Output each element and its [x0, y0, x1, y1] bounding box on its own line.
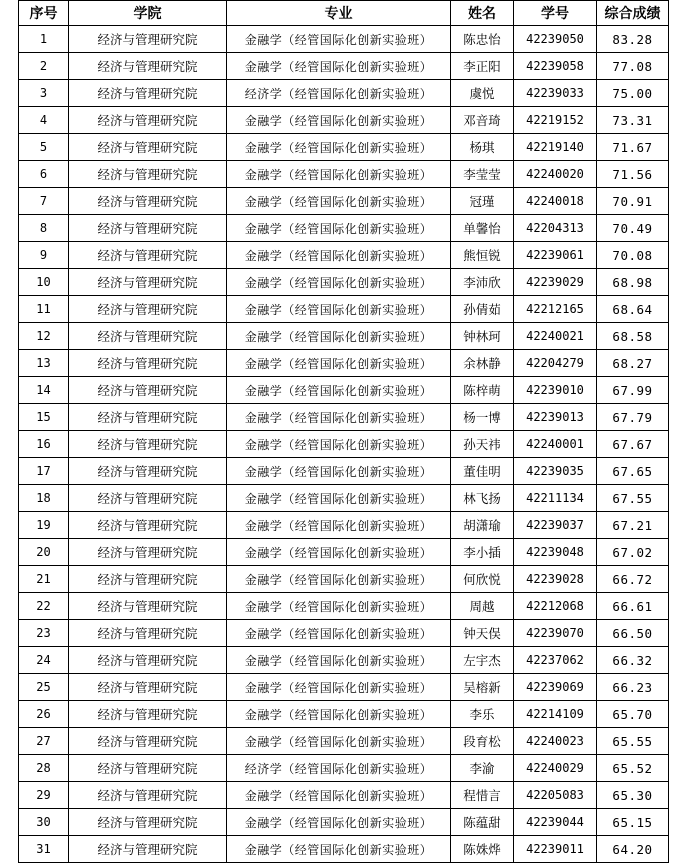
table-row	[19, 566, 669, 593]
cell-student-id: 42240029	[514, 755, 597, 782]
cell-college: 经济与管理研究院	[69, 485, 227, 512]
cell-index: 19	[19, 512, 69, 539]
cell-name: 余林静	[451, 350, 514, 377]
cell-name: 孙天祎	[451, 431, 514, 458]
cell-student-id: 42212165	[514, 296, 597, 323]
cell-score: 66.50	[597, 620, 669, 647]
cell-student-id: 42237062	[514, 647, 597, 674]
cell-major: 金融学（经管国际化创新实验班）	[227, 53, 451, 80]
cell-name: 李渝	[451, 755, 514, 782]
cell-student-id: 42239037	[514, 512, 597, 539]
table-row	[19, 26, 669, 53]
table-row	[19, 269, 669, 296]
cell-student-id: 42240020	[514, 161, 597, 188]
cell-college: 经济与管理研究院	[69, 593, 227, 620]
cell-student-id: 42239035	[514, 458, 597, 485]
cell-score: 65.15	[597, 809, 669, 836]
cell-score: 77.08	[597, 53, 669, 80]
cell-name: 林飞扬	[451, 485, 514, 512]
cell-index: 11	[19, 296, 69, 323]
table-row	[19, 755, 669, 782]
cell-college: 经济与管理研究院	[69, 674, 227, 701]
table-row	[19, 404, 669, 431]
cell-major: 金融学（经管国际化创新实验班）	[227, 674, 451, 701]
cell-major: 金融学（经管国际化创新实验班）	[227, 323, 451, 350]
cell-student-id: 42239070	[514, 620, 597, 647]
cell-major: 金融学（经管国际化创新实验班）	[227, 161, 451, 188]
cell-score: 83.28	[597, 26, 669, 53]
cell-student-id: 42240021	[514, 323, 597, 350]
cell-college: 经济与管理研究院	[69, 728, 227, 755]
table-row	[19, 593, 669, 620]
cell-score: 67.79	[597, 404, 669, 431]
cell-major: 金融学（经管国际化创新实验班）	[227, 26, 451, 53]
cell-major: 金融学（经管国际化创新实验班）	[227, 836, 451, 863]
cell-score: 68.58	[597, 323, 669, 350]
cell-major: 金融学（经管国际化创新实验班）	[227, 647, 451, 674]
cell-index: 18	[19, 485, 69, 512]
cell-student-id: 42239050	[514, 26, 597, 53]
cell-name: 胡潇瑜	[451, 512, 514, 539]
cell-student-id: 42239061	[514, 242, 597, 269]
cell-major: 金融学（经管国际化创新实验班）	[227, 215, 451, 242]
cell-college: 经济与管理研究院	[69, 188, 227, 215]
cell-college: 经济与管理研究院	[69, 161, 227, 188]
cell-major: 金融学（经管国际化创新实验班）	[227, 188, 451, 215]
cell-name: 段育松	[451, 728, 514, 755]
cell-college: 经济与管理研究院	[69, 620, 227, 647]
cell-major: 金融学（经管国际化创新实验班）	[227, 728, 451, 755]
cell-index: 7	[19, 188, 69, 215]
cell-college: 经济与管理研究院	[69, 701, 227, 728]
table-row	[19, 134, 669, 161]
cell-index: 29	[19, 782, 69, 809]
cell-name: 陈忠怡	[451, 26, 514, 53]
cell-name: 李沛欣	[451, 269, 514, 296]
cell-name: 陈姝烨	[451, 836, 514, 863]
cell-score: 70.08	[597, 242, 669, 269]
cell-college: 经济与管理研究院	[69, 377, 227, 404]
cell-major: 金融学（经管国际化创新实验班）	[227, 701, 451, 728]
cell-college: 经济与管理研究院	[69, 809, 227, 836]
cell-student-id: 42204279	[514, 350, 597, 377]
cell-score: 65.30	[597, 782, 669, 809]
table-row	[19, 296, 669, 323]
cell-college: 经济与管理研究院	[69, 242, 227, 269]
cell-score: 67.65	[597, 458, 669, 485]
cell-major: 金融学（经管国际化创新实验班）	[227, 566, 451, 593]
cell-score: 71.56	[597, 161, 669, 188]
cell-index: 21	[19, 566, 69, 593]
cell-name: 董佳明	[451, 458, 514, 485]
cell-student-id: 42239044	[514, 809, 597, 836]
cell-name: 李莹莹	[451, 161, 514, 188]
table-row	[19, 215, 669, 242]
header-major: 专业	[227, 1, 451, 26]
cell-name: 何欣悦	[451, 566, 514, 593]
cell-index: 15	[19, 404, 69, 431]
cell-score: 71.67	[597, 134, 669, 161]
cell-score: 67.67	[597, 431, 669, 458]
table-row	[19, 836, 669, 863]
cell-index: 16	[19, 431, 69, 458]
table-row	[19, 674, 669, 701]
cell-major: 金融学（经管国际化创新实验班）	[227, 431, 451, 458]
cell-index: 17	[19, 458, 69, 485]
cell-college: 经济与管理研究院	[69, 539, 227, 566]
cell-college: 经济与管理研究院	[69, 80, 227, 107]
cell-college: 经济与管理研究院	[69, 404, 227, 431]
table-row	[19, 431, 669, 458]
cell-major: 金融学（经管国际化创新实验班）	[227, 809, 451, 836]
cell-college: 经济与管理研究院	[69, 215, 227, 242]
table-row	[19, 458, 669, 485]
cell-college: 经济与管理研究院	[69, 269, 227, 296]
cell-score: 75.00	[597, 80, 669, 107]
cell-major: 金融学（经管国际化创新实验班）	[227, 539, 451, 566]
cell-score: 68.98	[597, 269, 669, 296]
ranking-sheet	[18, 0, 669, 863]
table-row	[19, 188, 669, 215]
cell-score: 67.02	[597, 539, 669, 566]
cell-name: 李正阳	[451, 53, 514, 80]
cell-major: 金融学（经管国际化创新实验班）	[227, 134, 451, 161]
cell-index: 14	[19, 377, 69, 404]
cell-student-id: 42219140	[514, 134, 597, 161]
cell-index: 8	[19, 215, 69, 242]
cell-name: 程惜言	[451, 782, 514, 809]
ranking-table	[18, 0, 669, 863]
cell-index: 10	[19, 269, 69, 296]
cell-college: 经济与管理研究院	[69, 431, 227, 458]
cell-score: 67.21	[597, 512, 669, 539]
cell-index: 3	[19, 80, 69, 107]
cell-score: 66.23	[597, 674, 669, 701]
cell-name: 单馨怡	[451, 215, 514, 242]
cell-college: 经济与管理研究院	[69, 755, 227, 782]
cell-student-id: 42239029	[514, 269, 597, 296]
cell-score: 66.72	[597, 566, 669, 593]
cell-student-id: 42239011	[514, 836, 597, 863]
cell-college: 经济与管理研究院	[69, 53, 227, 80]
cell-major: 金融学（经管国际化创新实验班）	[227, 458, 451, 485]
table-row	[19, 80, 669, 107]
cell-name: 孙倩茹	[451, 296, 514, 323]
cell-score: 66.61	[597, 593, 669, 620]
cell-score: 67.55	[597, 485, 669, 512]
cell-name: 虞悦	[451, 80, 514, 107]
cell-student-id: 42239033	[514, 80, 597, 107]
cell-student-id: 42239013	[514, 404, 597, 431]
cell-student-id: 42214109	[514, 701, 597, 728]
header-student-id: 学号	[514, 1, 597, 26]
cell-major: 经济学（经管国际化创新实验班）	[227, 755, 451, 782]
cell-index: 31	[19, 836, 69, 863]
cell-college: 经济与管理研究院	[69, 350, 227, 377]
cell-major: 金融学（经管国际化创新实验班）	[227, 782, 451, 809]
header-index: 序号	[19, 1, 69, 26]
cell-name: 熊恒锐	[451, 242, 514, 269]
cell-major: 金融学（经管国际化创新实验班）	[227, 107, 451, 134]
cell-major: 金融学（经管国际化创新实验班）	[227, 404, 451, 431]
table-row	[19, 701, 669, 728]
cell-major: 经济学（经管国际化创新实验班）	[227, 80, 451, 107]
table-row	[19, 107, 669, 134]
cell-name: 李乐	[451, 701, 514, 728]
table-row	[19, 242, 669, 269]
cell-index: 12	[19, 323, 69, 350]
cell-index: 25	[19, 674, 69, 701]
table-row	[19, 350, 669, 377]
cell-student-id: 42240018	[514, 188, 597, 215]
cell-index: 9	[19, 242, 69, 269]
cell-name: 杨琪	[451, 134, 514, 161]
cell-index: 4	[19, 107, 69, 134]
table-row	[19, 728, 669, 755]
cell-college: 经济与管理研究院	[69, 296, 227, 323]
cell-index: 5	[19, 134, 69, 161]
cell-index: 30	[19, 809, 69, 836]
cell-student-id: 42219152	[514, 107, 597, 134]
cell-score: 70.49	[597, 215, 669, 242]
cell-name: 钟林珂	[451, 323, 514, 350]
cell-score: 70.91	[597, 188, 669, 215]
cell-index: 24	[19, 647, 69, 674]
cell-major: 金融学（经管国际化创新实验班）	[227, 512, 451, 539]
cell-student-id: 42204313	[514, 215, 597, 242]
cell-score: 65.55	[597, 728, 669, 755]
cell-name: 吴榕新	[451, 674, 514, 701]
table-row	[19, 647, 669, 674]
cell-index: 27	[19, 728, 69, 755]
cell-index: 13	[19, 350, 69, 377]
cell-major: 金融学（经管国际化创新实验班）	[227, 350, 451, 377]
table-row	[19, 53, 669, 80]
table-row	[19, 809, 669, 836]
cell-major: 金融学（经管国际化创新实验班）	[227, 620, 451, 647]
table-row	[19, 539, 669, 566]
cell-major: 金融学（经管国际化创新实验班）	[227, 242, 451, 269]
cell-score: 68.27	[597, 350, 669, 377]
cell-student-id: 42205083	[514, 782, 597, 809]
cell-name: 冠瑾	[451, 188, 514, 215]
cell-index: 22	[19, 593, 69, 620]
cell-college: 经济与管理研究院	[69, 566, 227, 593]
cell-college: 经济与管理研究院	[69, 107, 227, 134]
cell-student-id: 42239028	[514, 566, 597, 593]
cell-student-id: 42240023	[514, 728, 597, 755]
cell-name: 杨一博	[451, 404, 514, 431]
cell-student-id: 42239048	[514, 539, 597, 566]
cell-college: 经济与管理研究院	[69, 458, 227, 485]
cell-index: 6	[19, 161, 69, 188]
cell-index: 2	[19, 53, 69, 80]
cell-name: 邓音琦	[451, 107, 514, 134]
header-name: 姓名	[451, 1, 514, 26]
cell-score: 66.32	[597, 647, 669, 674]
cell-name: 陈梓萌	[451, 377, 514, 404]
cell-major: 金融学（经管国际化创新实验班）	[227, 269, 451, 296]
cell-college: 经济与管理研究院	[69, 836, 227, 863]
cell-index: 1	[19, 26, 69, 53]
cell-name: 李小插	[451, 539, 514, 566]
cell-college: 经济与管理研究院	[69, 647, 227, 674]
cell-index: 26	[19, 701, 69, 728]
cell-name: 周越	[451, 593, 514, 620]
cell-name: 左宇杰	[451, 647, 514, 674]
table-row	[19, 377, 669, 404]
table-row	[19, 512, 669, 539]
cell-student-id: 42239010	[514, 377, 597, 404]
cell-score: 65.52	[597, 755, 669, 782]
header-college: 学院	[69, 1, 227, 26]
cell-index: 28	[19, 755, 69, 782]
cell-college: 经济与管理研究院	[69, 26, 227, 53]
table-row	[19, 620, 669, 647]
cell-major: 金融学（经管国际化创新实验班）	[227, 296, 451, 323]
cell-college: 经济与管理研究院	[69, 134, 227, 161]
cell-student-id: 42212068	[514, 593, 597, 620]
cell-student-id: 42240001	[514, 431, 597, 458]
cell-major: 金融学（经管国际化创新实验班）	[227, 485, 451, 512]
cell-score: 65.70	[597, 701, 669, 728]
table-header-row	[19, 1, 669, 26]
cell-major: 金融学（经管国际化创新实验班）	[227, 593, 451, 620]
cell-name: 陈蕴甜	[451, 809, 514, 836]
cell-student-id: 42211134	[514, 485, 597, 512]
cell-major: 金融学（经管国际化创新实验班）	[227, 377, 451, 404]
table-row	[19, 782, 669, 809]
cell-score: 68.64	[597, 296, 669, 323]
cell-college: 经济与管理研究院	[69, 323, 227, 350]
cell-name: 钟天俣	[451, 620, 514, 647]
cell-score: 73.31	[597, 107, 669, 134]
header-score: 综合成绩	[597, 1, 669, 26]
cell-index: 23	[19, 620, 69, 647]
table-row	[19, 161, 669, 188]
cell-score: 64.20	[597, 836, 669, 863]
table-row	[19, 485, 669, 512]
cell-student-id: 42239058	[514, 53, 597, 80]
cell-student-id: 42239069	[514, 674, 597, 701]
cell-score: 67.99	[597, 377, 669, 404]
table-row	[19, 323, 669, 350]
cell-college: 经济与管理研究院	[69, 512, 227, 539]
table-body	[19, 26, 669, 863]
cell-index: 20	[19, 539, 69, 566]
cell-college: 经济与管理研究院	[69, 782, 227, 809]
